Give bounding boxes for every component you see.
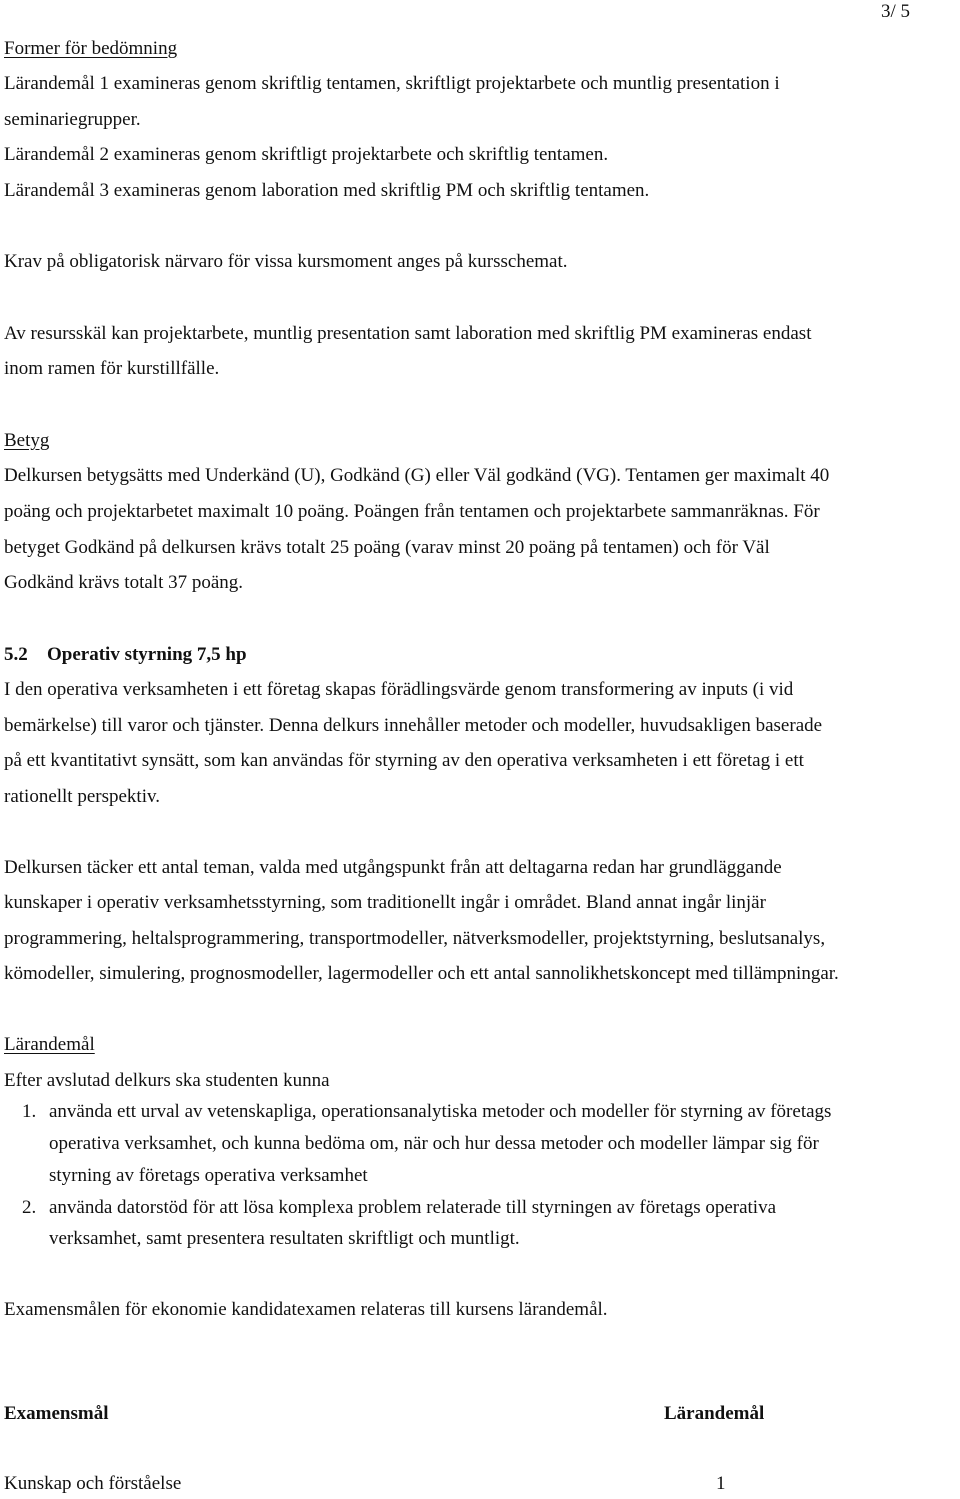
themes-line-3: programmering, heltalsprogrammering, transportmodeller, nätverksmodeller, projektstyrning, beslutsanalys, [4, 928, 826, 949]
attendance-text: Krav på obligatorisk närvaro för vissa kursmoment anges på kursschemat. [4, 251, 568, 272]
examensmal-note: Examensmålen för ekonomie kandidatexamen relateras till kursens lärandemål. [4, 1299, 608, 1320]
table-header-examensmal: Examensmål [4, 1403, 109, 1424]
table-header-larandemal: Lärandemål [664, 1403, 765, 1424]
list-item-1-line-1: använda ett urval av vetenskapliga, operationsanalytiska metoder och modeller för styrning av företags [49, 1101, 832, 1122]
section-title: Operativ styrning 7,5 hp [47, 644, 247, 665]
list-item-2-line-2: verksamhet, samt presentera resultaten skriftligt och muntligt. [49, 1228, 520, 1249]
heading-betyg: Betyg [4, 430, 50, 451]
section-intro-line-2: bemärkelse) till varor och tjänster. Denna delkurs innehåller metoder och modeller, huvudsakligen baserade [4, 715, 823, 736]
former-line-2: seminariegrupper. [4, 109, 141, 130]
page-number: 3/ 5 [880, 1, 910, 22]
betyg-line-3: betyget Godkänd på delkursen krävs totalt 25 poäng (varav minst 20 poäng på tentamen) och för Väl [4, 537, 770, 558]
list-item-2-number: 2. [22, 1197, 37, 1218]
betyg-line-2: poäng och projektarbetet maximalt 10 poäng. Poängen från tentamen och projektarbete sammanräknas. För [4, 501, 820, 522]
larandemal-intro: Efter avslutad delkurs ska studenten kunna [4, 1070, 330, 1091]
list-item-2-line-1: använda datorstöd för att lösa komplexa problem relaterade till styrningen av företags operativa [49, 1197, 777, 1218]
former-line-1: Lärandemål 1 examineras genom skriftlig tentamen, skriftligt projektarbete och muntlig presentation i [4, 73, 780, 94]
table-row-label: Kunskap och förståelse [4, 1473, 182, 1494]
list-item-1-line-2: operativa verksamhet, och kunna bedöma om, när och hur dessa metoder och modeller lämpar sig för [49, 1133, 819, 1154]
table-row-value: 1 [716, 1473, 726, 1494]
list-item-1-number: 1. [22, 1101, 37, 1122]
former-line-3: Lärandemål 2 examineras genom skriftligt projektarbete och skriftlig tentamen. [4, 144, 609, 165]
section-intro-line-3: på ett kvantitativt synsätt, som kan användas för styrning av den operativa verksamheten i ett företag i ett [4, 750, 804, 771]
themes-line-2: kunskaper i operativ verksamhetsstyrning, som traditionellt ingår i området. Bland annat ingår linjär [4, 892, 766, 913]
resources-line-1: Av resursskäl kan projektarbete, muntlig presentation samt laboration med skriftlig PM examineras endast [4, 323, 812, 344]
betyg-line-1: Delkursen betygsätts med Underkänd (U), Godkänd (G) eller Väl godkänd (VG). Tentamen ger maximalt 40 [4, 465, 830, 486]
heading-former: Former för bedömning [4, 38, 178, 59]
section-intro-line-1: I den operativa verksamheten i ett företag skapas förädlingsvärde genom transformering av inputs (i vid [4, 679, 794, 700]
section-intro-line-4: rationellt perspektiv. [4, 786, 160, 807]
former-line-4: Lärandemål 3 examineras genom laboration med skriftlig PM och skriftlig tentamen. [4, 180, 650, 201]
resources-line-2: inom ramen för kurstillfälle. [4, 358, 220, 379]
list-item-1-line-3: styrning av företags operativa verksamhet [49, 1165, 368, 1186]
betyg-line-4: Godkänd krävs totalt 37 poäng. [4, 572, 244, 593]
themes-line-4: kömodeller, simulering, prognosmodeller, lagermodeller och ett antal sannolikhetskoncept med tillämpningar. [4, 963, 839, 984]
section-number: 5.2 [4, 644, 28, 665]
heading-larandemal: Lärandemål [4, 1034, 95, 1055]
themes-line-1: Delkursen täcker ett antal teman, valda med utgångspunkt från att deltagarna redan har grundläggande [4, 857, 782, 878]
